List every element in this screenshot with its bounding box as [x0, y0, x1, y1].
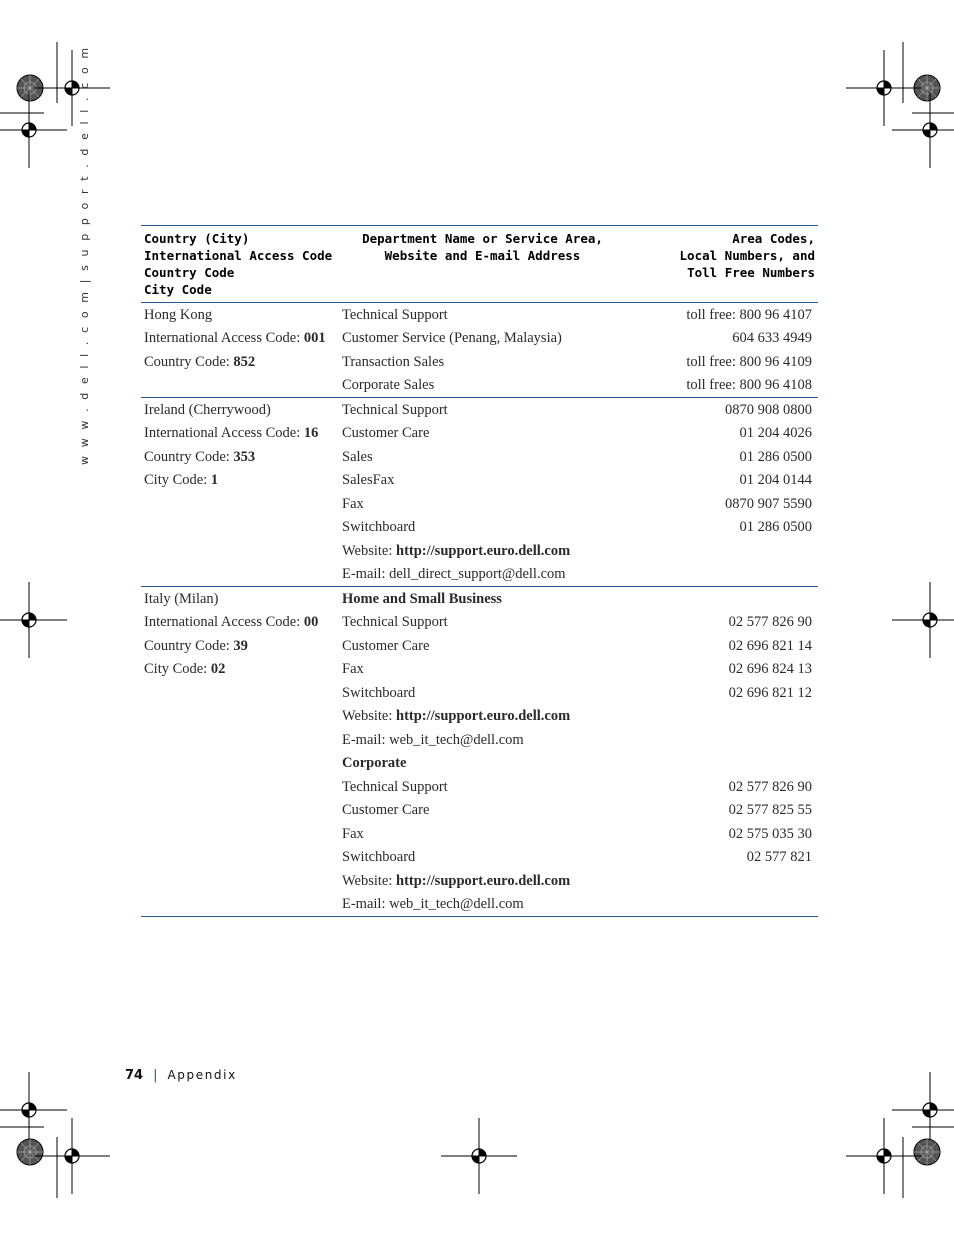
department-label: Corporate Sales — [342, 377, 435, 394]
phone-number-cell: toll free: 800 96 4107 — [626, 303, 818, 327]
department-cell — [339, 822, 626, 846]
page-footer — [125, 1068, 237, 1083]
department-cell — [339, 681, 626, 705]
table-row — [141, 752, 818, 776]
phone-number-cell — [626, 893, 818, 917]
side-website-text: w w w . d e l l . c o m | s u p p o r t . d e l l . c o m — [78, 45, 91, 465]
table-row — [141, 705, 818, 729]
department-label: Customer Care — [342, 425, 430, 442]
table-row — [141, 303, 818, 327]
department-cell — [339, 775, 626, 799]
department-cell — [339, 327, 626, 351]
table-row — [141, 422, 818, 446]
department-cell — [339, 422, 626, 446]
department-label: Switchboard — [342, 849, 416, 866]
department-cell — [339, 516, 626, 540]
department-cell — [339, 705, 626, 729]
department-label: Fax — [342, 661, 364, 678]
code-value: 16 — [303, 425, 319, 442]
country-cell — [141, 822, 339, 846]
department-label: Technical Support — [342, 401, 448, 418]
table-row — [141, 846, 818, 870]
code-value: 00 — [303, 614, 319, 631]
department-cell — [339, 634, 626, 658]
department-cell — [339, 869, 626, 893]
country-cell — [141, 445, 339, 469]
country-cell: Hong Kong — [141, 303, 339, 327]
phone-number-cell — [626, 752, 818, 776]
phone-number-cell: 01 204 4026 — [739, 425, 812, 442]
table-row — [141, 539, 818, 563]
country-cell — [141, 775, 339, 799]
code-label: International Access Code: — [144, 425, 304, 442]
country-cell — [141, 658, 339, 682]
country-cell: Italy (Milan) — [141, 587, 339, 611]
country-cell — [141, 611, 339, 635]
country-cell — [141, 327, 339, 351]
phone-number-cell: 02 577 825 55 — [728, 802, 812, 819]
department-cell — [339, 611, 626, 635]
department-label: Fax — [342, 495, 364, 512]
department-cell — [339, 563, 626, 587]
code-value: 001 — [303, 330, 326, 347]
phone-number-cell: toll free: 800 96 4109 — [686, 353, 812, 370]
code-value: 02 — [210, 661, 226, 678]
website-link[interactable]: http://support.euro.dell.com — [396, 872, 571, 889]
header-department — [339, 226, 626, 303]
country-cell — [141, 799, 339, 823]
footer-separator: | — [153, 1068, 158, 1083]
phone-number-cell: 604 633 4949 — [732, 330, 812, 347]
country-cell — [141, 492, 339, 516]
country-cell — [141, 681, 339, 705]
department-label: Technical Support — [342, 778, 448, 795]
department-cell — [339, 728, 626, 752]
header-line: Local Numbers, and — [679, 248, 815, 263]
department-cell — [339, 303, 626, 327]
table-row — [141, 398, 818, 422]
department-label: Customer Care — [342, 637, 430, 654]
table-row — [141, 469, 818, 493]
table-row — [141, 822, 818, 846]
country-cell — [141, 634, 339, 658]
country-cell — [141, 893, 339, 917]
department-cell — [339, 658, 626, 682]
department-label: E-mail: web_it_tech@dell.com — [342, 731, 524, 748]
country-cell — [141, 374, 339, 398]
subsection-heading: Home and Small Business — [342, 590, 502, 607]
department-cell — [339, 846, 626, 870]
department-label: Technical Support — [342, 306, 448, 323]
department-label: E-mail: dell_direct_support@dell.com — [342, 566, 566, 583]
department-cell — [339, 752, 626, 776]
department-cell — [339, 374, 626, 398]
website-link[interactable]: http://support.euro.dell.com — [396, 708, 571, 725]
department-label: Fax — [342, 825, 364, 842]
country-cell — [141, 469, 339, 493]
department-label: SalesFax — [342, 472, 395, 489]
header-line: Toll Free Numbers — [687, 265, 815, 280]
table-row — [141, 587, 818, 611]
table-body — [141, 303, 818, 917]
table-row — [141, 799, 818, 823]
phone-number-cell: 02 577 826 90 — [728, 614, 812, 631]
phone-number-cell — [626, 563, 818, 587]
code-label: International Access Code: — [144, 614, 304, 631]
code-label: International Access Code: — [144, 330, 304, 347]
header-line: Country Code — [144, 265, 235, 280]
country-cell — [141, 563, 339, 587]
code-value: 1 — [210, 472, 219, 489]
header-country — [141, 226, 339, 303]
country-cell — [141, 350, 339, 374]
code-label: Country Code: — [144, 637, 234, 654]
department-label: Technical Support — [342, 614, 448, 631]
department-label: Switchboard — [342, 684, 416, 701]
department-label: Website: — [342, 542, 396, 559]
contacts-table — [141, 225, 818, 917]
country-cell — [141, 752, 339, 776]
table-row — [141, 492, 818, 516]
table-header-row — [141, 226, 818, 303]
department-label: Website: — [342, 872, 396, 889]
department-label: Switchboard — [342, 519, 416, 536]
department-cell — [339, 469, 626, 493]
table-row — [141, 728, 818, 752]
table-row — [141, 563, 818, 587]
table-row — [141, 350, 818, 374]
code-label: City Code: — [144, 661, 211, 678]
phone-number-cell: 01 286 0500 — [739, 448, 812, 465]
country-cell — [141, 422, 339, 446]
table-row — [141, 681, 818, 705]
website-link[interactable]: http://support.euro.dell.com — [396, 542, 571, 559]
table-row — [141, 869, 818, 893]
department-label: Customer Service (Penang, Malaysia) — [342, 330, 562, 347]
phone-number-cell — [626, 728, 818, 752]
table-row — [141, 516, 818, 540]
page-number: 74 — [125, 1068, 144, 1083]
table-row — [141, 611, 818, 635]
department-label: E-mail: web_it_tech@dell.com — [342, 896, 524, 913]
phone-number-cell — [626, 869, 818, 893]
table-row — [141, 445, 818, 469]
code-label: Country Code: — [144, 353, 234, 370]
subsection-heading: Corporate — [342, 755, 407, 772]
department-cell — [339, 799, 626, 823]
phone-number-cell: toll free: 800 96 4108 — [686, 377, 812, 394]
department-label: Customer Care — [342, 802, 430, 819]
country-cell — [141, 539, 339, 563]
header-line: Area Codes, — [732, 231, 815, 246]
phone-number-cell: 0870 908 0800 — [626, 398, 818, 422]
phone-number-cell — [626, 705, 818, 729]
code-value: 852 — [233, 353, 256, 370]
department-cell — [339, 539, 626, 563]
phone-number-cell: 02 696 821 12 — [728, 684, 812, 701]
table-row — [141, 775, 818, 799]
phone-number-cell: 02 577 821 — [746, 849, 812, 866]
table-row — [141, 634, 818, 658]
department-cell — [339, 893, 626, 917]
department-label: Transaction Sales — [342, 353, 445, 370]
code-value: 353 — [233, 448, 256, 465]
header-numbers — [626, 226, 818, 303]
phone-number-cell: 02 575 035 30 — [728, 825, 812, 842]
country-cell — [141, 846, 339, 870]
phone-number-cell: 02 577 826 90 — [728, 778, 812, 795]
header-line: Department Name or Service Area, — [362, 231, 603, 246]
phone-number-cell: 01 286 0500 — [739, 519, 812, 536]
phone-number-cell — [626, 587, 818, 611]
country-cell — [141, 728, 339, 752]
header-line: City Code — [144, 282, 212, 297]
header-line: Website and E-mail Address — [384, 248, 581, 263]
code-label: Country Code: — [144, 448, 234, 465]
table-row — [141, 658, 818, 682]
department-cell — [339, 445, 626, 469]
phone-number-cell: 02 696 824 13 — [728, 661, 812, 678]
department-label: Website: — [342, 708, 396, 725]
header-line: Country (City) — [144, 231, 250, 246]
country-cell — [141, 705, 339, 729]
code-label: City Code: — [144, 472, 211, 489]
country-cell — [141, 869, 339, 893]
section-name: Appendix — [167, 1068, 237, 1082]
phone-number-cell — [626, 539, 818, 563]
department-cell — [339, 492, 626, 516]
phone-number-cell: 0870 907 5590 — [725, 495, 812, 512]
department-cell — [339, 587, 626, 611]
table-row — [141, 374, 818, 398]
country-cell — [141, 516, 339, 540]
department-cell — [339, 350, 626, 374]
department-label: Sales — [342, 448, 373, 465]
table-row — [141, 893, 818, 917]
phone-number-cell: 02 696 821 14 — [728, 637, 812, 654]
code-value: 39 — [233, 637, 248, 654]
header-line: International Access Code — [144, 248, 333, 263]
phone-number-cell: 01 204 0144 — [739, 472, 812, 489]
department-cell — [339, 398, 626, 422]
table-row — [141, 327, 818, 351]
country-cell: Ireland (Cherrywood) — [141, 398, 339, 422]
